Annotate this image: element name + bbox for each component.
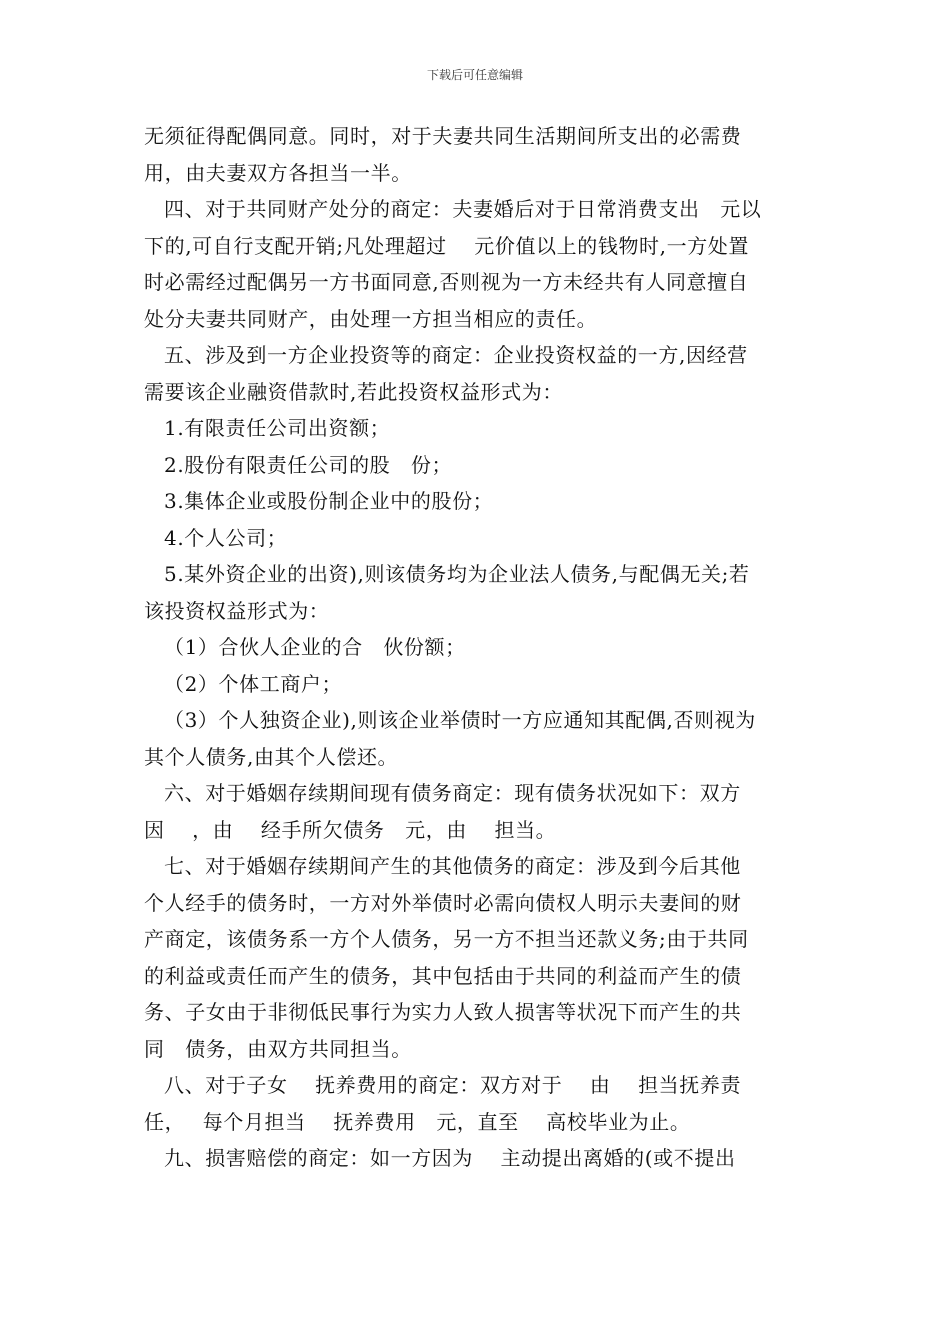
section-nine-heading: 九、损害赔偿的商定：如一方因为 主动提出离婚的(或不提出 [164,1146,736,1170]
text-line: 时必需经过配偶另一方书面同意,否则视为一方未经共有人同意擅自 [144,270,749,294]
text-line: 个人经手的债务时，一方对外举债时必需向债权人明示夫妻间的财 [144,890,742,915]
list-item: 5.某外资企业的出资),则该债务均为企业法人债务,与配偶无关;若 [164,562,750,586]
section-four-heading: 四、对于共同财产处分的商定：夫妻婚后对于日常消费支出 元以 [164,197,762,221]
list-item: 3.集体企业或股份制企业中的股份； [164,489,494,513]
section-five-heading: 五、涉及到一方企业投资等的商定：企业投资权益的一方,因经营 [164,343,748,367]
section-six-heading: 六、对于婚姻存续期间现有债务商定：现有债务状况如下：双方 [164,781,741,805]
sub-list-item: （3）个人独资企业),则该企业举债时一方应通知其配偶,否则视为 [164,708,756,732]
list-item: 1.有限责任公司出资额； [164,416,391,440]
text-line: 任， 每个月担当 抚养费用 元，直至 高校毕业为止。 [144,1109,691,1134]
sub-list-item: （2）个体工商户； [164,671,343,696]
text-line: 因 ，由 经手所欠债务 元，由 担当。 [144,817,557,842]
text-line: 需要该企业融资借款时,若此投资权益形式为： [144,379,563,404]
page-header: 下载后可任意编辑 [426,68,523,82]
text-line: 的利益或责任而产生的债务，其中包括由于共同的利益而产生的债 [144,963,742,988]
text-line: 处分夫妻共同财产，由处理一方担当相应的责任。 [144,306,598,331]
text-line: 同 债务，由双方共同担当。 [144,1036,412,1061]
text-line: 务、子女由于非彻低民事行为实力人致人损害等状况下而产生的共 [144,1000,742,1024]
section-seven-heading: 七、对于婚姻存续期间产生的其他债务的商定：涉及到今后其他 [164,854,741,878]
sub-list-item: （1）合伙人企业的合 伙份额； [164,635,466,659]
list-item: 4.个人公司； [164,525,288,550]
text-line: 其个人债务,由其个人偿还。 [144,744,399,769]
section-eight-heading: 八、对于子女 抚养费用的商定：双方对于 由 担当抚养责 [164,1073,742,1097]
list-item: 2.股份有限责任公司的股 份； [164,452,453,477]
text-line: 产商定，该债务系一方个人债务，另一方不担当还款义务;由于共同 [144,927,749,951]
text-line: 无须征得配偶同意。同时，对于夫妻共同生活期间所支出的必需费 [144,124,742,148]
text-line: 用，由夫妻双方各担当一半。 [144,160,412,185]
document-body [144,118,808,1177]
text-line: 该投资权益形式为： [144,598,330,623]
text-line: 下的,可自行支配开销;凡处理超过 元价值以上的钱物时,一方处置 [144,233,750,258]
